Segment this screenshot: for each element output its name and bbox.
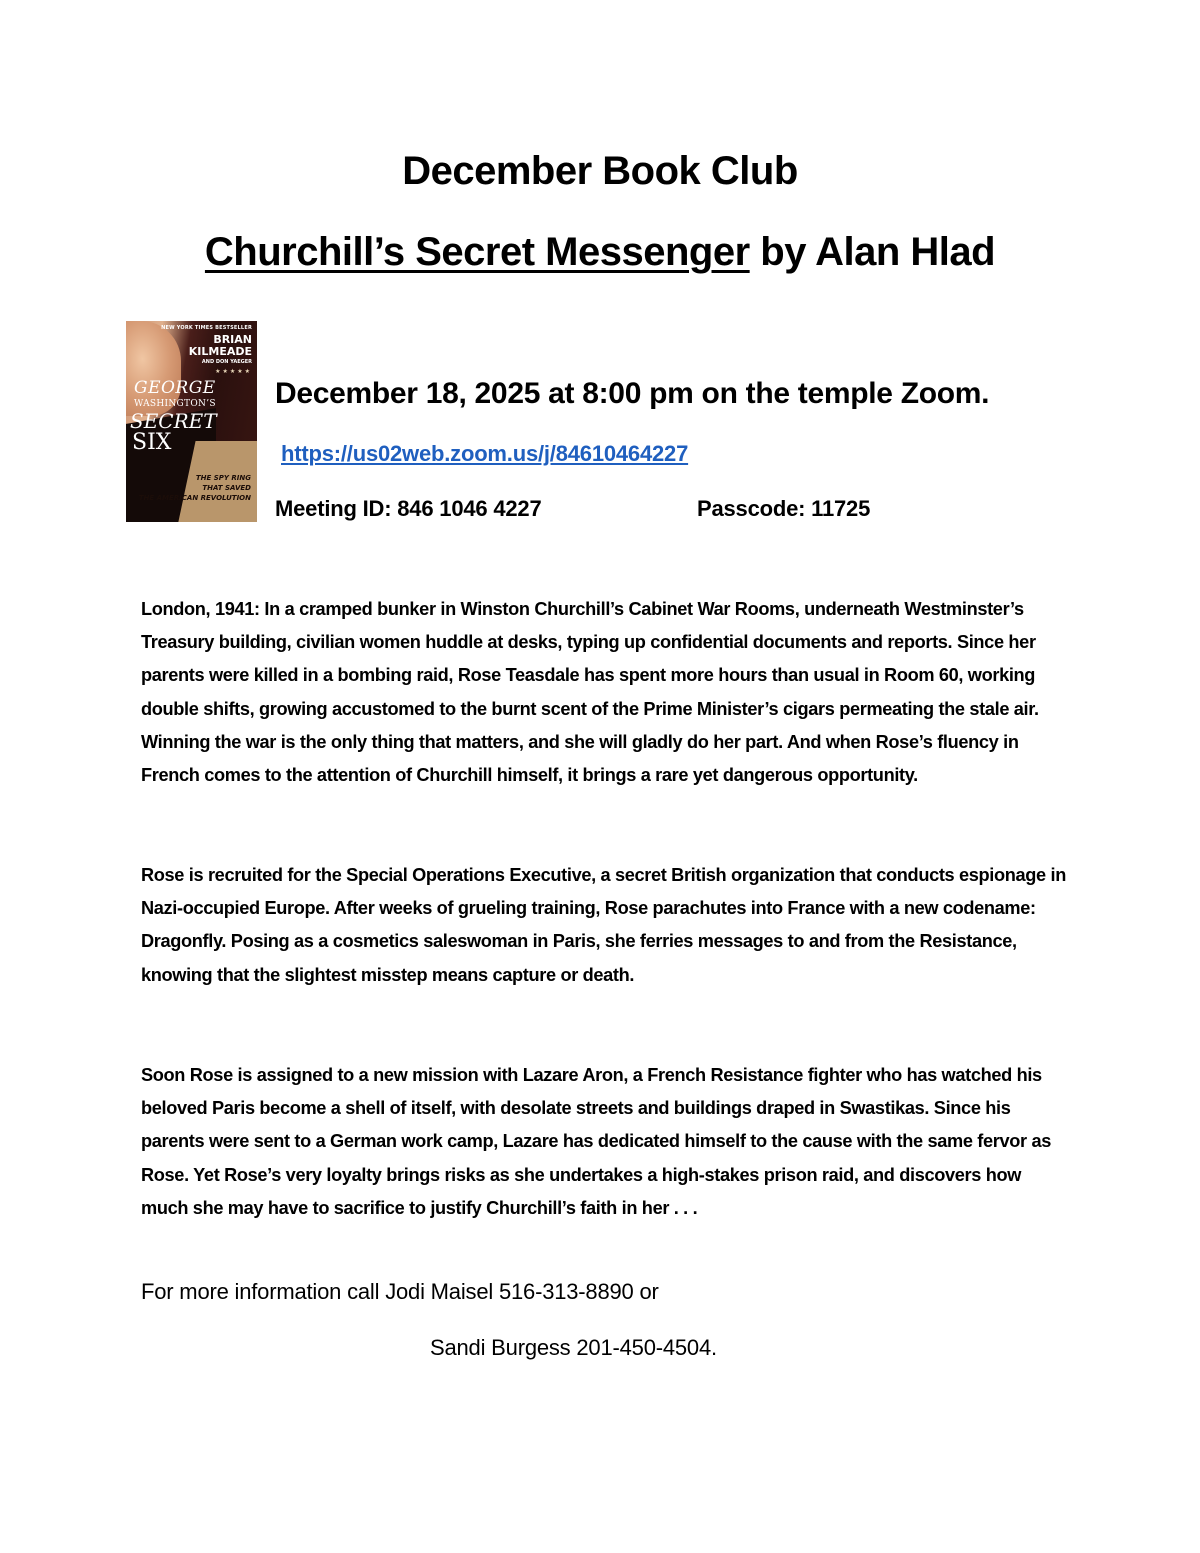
synopsis-paragraph: London, 1941: In a cramped bunker in Winston Churchill’s Cabinet War Rooms, underneath Westminster’s Treasury building, civilian women huddle at desks, typing up confidential documents and reports. Since her parents were killed in a bombing raid, Rose Teasdale has spent more hours than usual in Room 60, working double shifts, growing accustomed to the burnt scent of the Prime Minister’s cigars permeating the stale air. Winning the war is the only thing that matters, and she will gladly do her part. And when Rose’s fluency in French comes to the attention of Churchill himself, it brings a rare yet dangerous opportunity. bbox=[141, 599, 1039, 786]
passcode: Passcode: 11725 bbox=[697, 496, 871, 521]
book-title: Churchill’s Secret Messenger bbox=[204, 230, 750, 274]
cover-title-2: WASHINGTON’S bbox=[134, 399, 216, 409]
cover-bestseller: NEW YORK TIMES BESTSELLER bbox=[161, 325, 252, 331]
cover-author-first: BRIAN bbox=[213, 333, 252, 346]
synopsis-paragraph: Rose is recruited for the Special Operations Executive, a secret British organization that conducts espionage in Nazi-occupied Europe. After weeks of grueling training, Rose parachutes into France with a new codename: Dragonfly. Posing as a cosmetics saleswoman in Paris, she ferries messages to and from the Resistance, knowing that the slightest misstep means capture or death. bbox=[141, 865, 1066, 985]
meeting-id: Meeting ID: 846 1046 4227 bbox=[275, 496, 542, 521]
book-author: by Alan Hlad bbox=[749, 230, 996, 274]
event-date: December 18, 2025 at 8:00 pm on the temple Zoom. bbox=[275, 377, 990, 410]
cover-title-1: GEORGE bbox=[134, 378, 216, 398]
cover-subtitle bbox=[139, 473, 251, 503]
cover-title-3: SECRET bbox=[130, 409, 217, 433]
page-title: December Book Club bbox=[402, 149, 798, 193]
contact-info-line-1: For more information call Jodi Maisel 516-313-8890 or bbox=[141, 1279, 659, 1304]
contact-info-line-2: Sandi Burgess 201-450-4504. bbox=[430, 1335, 717, 1360]
cover-subtitle-2: THAT SAVED bbox=[202, 484, 251, 492]
cover-coauthor: AND DON YAEGER bbox=[201, 359, 252, 365]
book-cover-image bbox=[126, 321, 257, 522]
synopsis-paragraph: Soon Rose is assigned to a new mission with Lazare Aron, a French Resistance fighter who has watched his beloved Paris become a shell of itself, with desolate streets and buildings draped in Swastikas. Since his parents were sent to a German work camp, Lazare has dedicated himself to the cause with the same fervor as Rose. Yet Rose’s very loyalty brings risks as she undertakes a high-stakes prison raid, and discovers how much she may have to sacrifice to justify Churchill’s faith in her . . . bbox=[141, 1065, 1051, 1218]
cover-stars: ★★★★★ bbox=[215, 368, 252, 375]
cover-author-last: KILMEADE bbox=[188, 345, 252, 358]
zoom-meeting-link[interactable]: https://us02web.zoom.us/j/84610464227 bbox=[281, 441, 689, 466]
cover-subtitle-1: THE SPY RING bbox=[195, 474, 251, 482]
book-heading bbox=[0, 226, 1200, 278]
cover-subtitle-3: THE AMERICAN REVOLUTION bbox=[138, 494, 251, 502]
cover-title-4: SIX bbox=[132, 430, 172, 455]
